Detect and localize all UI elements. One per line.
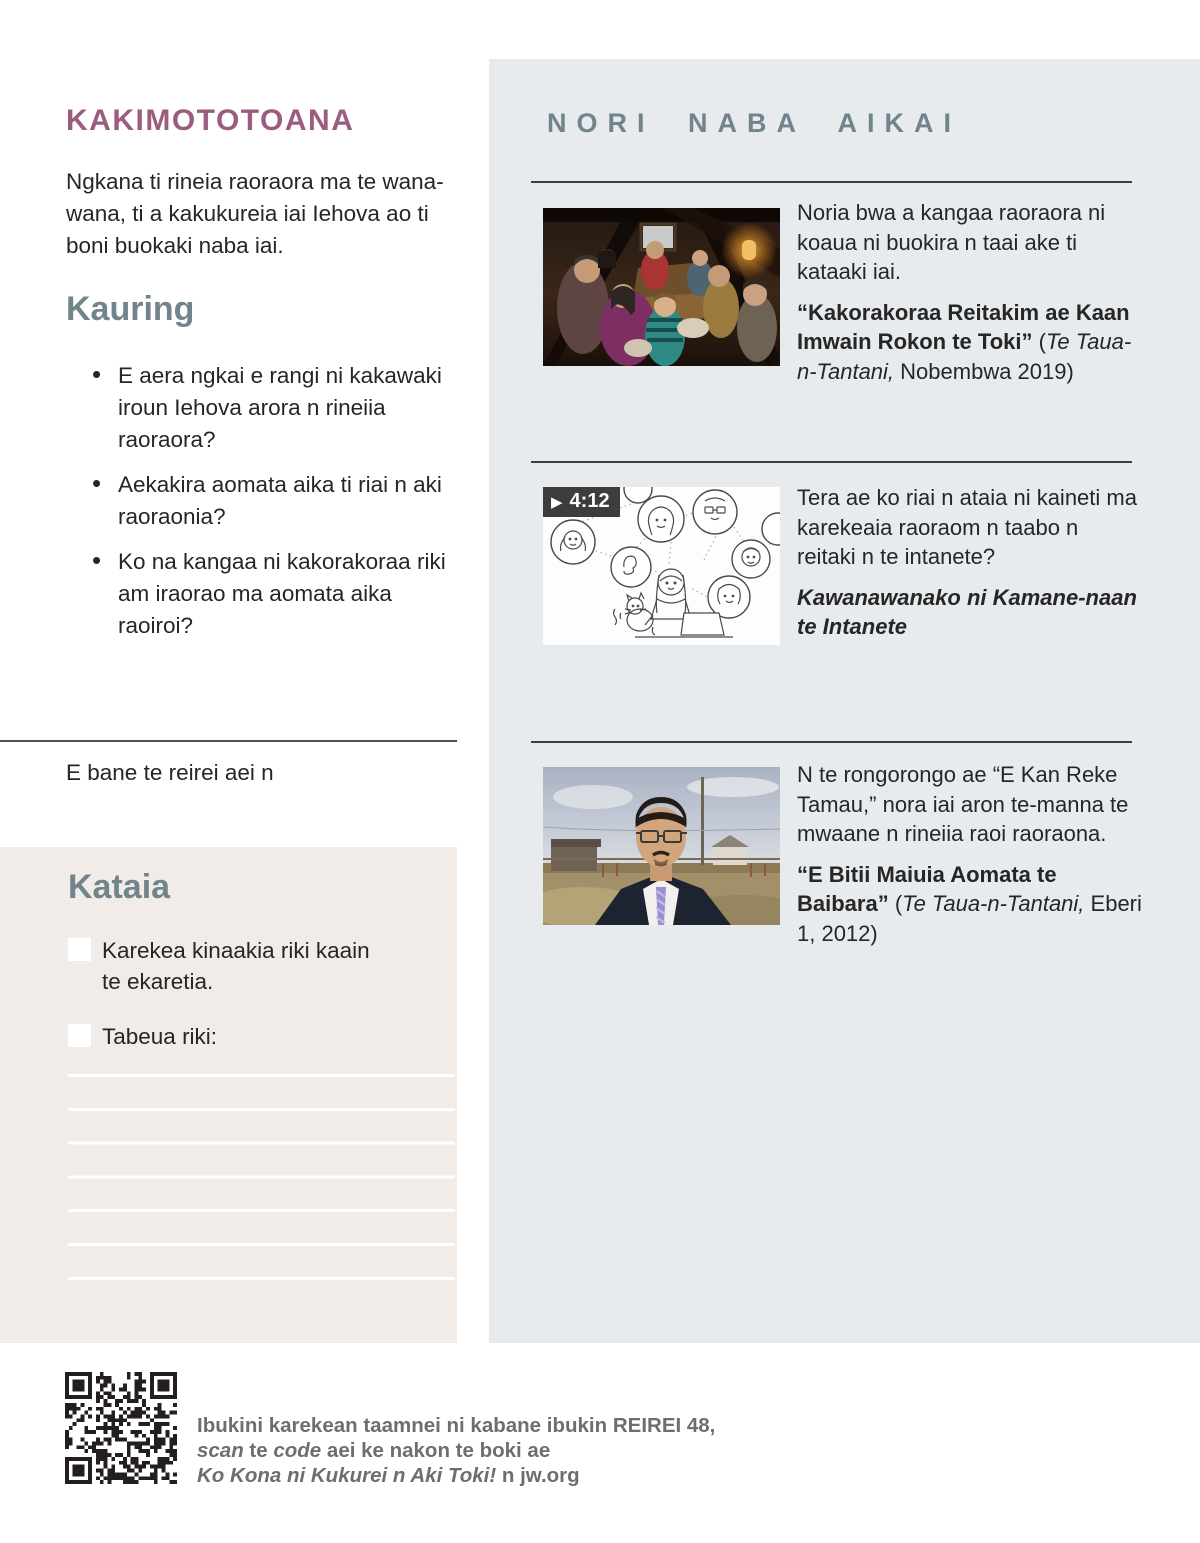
divider-line: [531, 741, 1132, 743]
question-item: • Aekakira aomata aika ti riai n aki raoraonia?: [66, 469, 458, 533]
see-also-item: [797, 198, 1143, 397]
nori-naba-aikai-heading: NORI NABA AIKAI: [547, 108, 961, 138]
see-also-item: [797, 760, 1143, 959]
item-description: Noria bwa a kangaa raoraora ni koaua ni buokira n taai ake ti kataaki iai.: [797, 200, 1106, 284]
publication-name: Te Taua-n-Tantani,: [797, 329, 1132, 384]
play-icon: ▶: [551, 493, 563, 511]
see-also-item: [797, 483, 1143, 653]
question-item: • E aera ngkai e rangi ni kakawaki iroun Iehova arora n rineiia raoraora?: [66, 360, 458, 456]
article-title: “Kakorakoraa Reitakim ae Kaan Imwain Rokon te Toki”: [797, 299, 1130, 354]
checkbox[interactable]: [68, 938, 91, 961]
portrait-photo: [543, 767, 780, 925]
footer-line: scan te code aei ke nakon te boki ae: [197, 1439, 551, 1462]
task-row: [68, 938, 398, 994]
lesson-footer-note: E bane te reirei aei n: [66, 760, 274, 785]
qr-code: [65, 1372, 177, 1484]
publication-name: Te Taua-n-Tantani,: [902, 891, 1085, 916]
item-description: Tera ae ko riai n ataia ni kaineti ma karekeaia raoraom n taabo n reitaki n te intanete?: [797, 485, 1137, 569]
video-duration-badge: [543, 487, 620, 517]
attic-group-photo-art: [543, 208, 780, 366]
item-description: N te rongorongo ae “E Kan Reke Tamau,” nora iai aron te-manna te mwaane n rineiia raoi raoraona.: [797, 762, 1129, 846]
kataia-heading: Kataia: [68, 868, 171, 906]
task-label: Tabeua riki:: [102, 1024, 218, 1049]
video-title: Kawanawanako ni Kamane-naan te Intanete: [797, 584, 1137, 639]
video-thumbnail[interactable]: [543, 487, 780, 645]
kauring-question-list: [66, 360, 458, 655]
footer-caption: [197, 1413, 715, 1488]
section-title-kakimototoana: KAKIMOTOTOANA: [66, 104, 355, 137]
task-label: Karekea kinaakia riki kaain te ekaretia.: [102, 938, 370, 994]
task-row: [68, 1024, 398, 1052]
checkbox[interactable]: [68, 1024, 91, 1047]
footer-line: Ko Kona ni Kukurei n Aki Toki! n jw.org: [197, 1464, 580, 1487]
video-duration: 4:12: [569, 490, 610, 512]
item-reference: “E Bitii Maiuia Aomata te Baibara” (Te Taua-n-Tantani, Eberi 1, 2012): [797, 861, 1142, 946]
attic-group-photo: [543, 208, 780, 366]
qr-code-art: [65, 1372, 177, 1484]
portrait-photo-art: [543, 767, 780, 925]
question-item: • Ko na kangaa ni kakorakoraa riki am iraorao ma aomata aika raoiroi?: [66, 546, 458, 642]
article-title: “E Bitii Maiuia Aomata te Baibara”: [797, 861, 1057, 916]
item-reference: “Kakorakoraa Reitakim ae Kaan Imwain Rokon te Toki” (Te Taua-n-Tantani, Nobembwa 2019): [797, 299, 1132, 384]
intro-paragraph: Ngkana ti rineia raoraora ma te wana-wana, ti a kakukureia iai Iehova ao ti boni buokaki naba iai.: [66, 169, 444, 258]
footer-line: Ibukini karekean taamnei ni kabane ibukin REIREI 48,: [197, 1414, 716, 1437]
divider-line: [531, 461, 1132, 463]
divider-line: [0, 740, 457, 742]
kauring-heading: Kauring: [66, 290, 195, 328]
writing-lines: [68, 1074, 455, 1282]
divider-line: [531, 181, 1132, 183]
